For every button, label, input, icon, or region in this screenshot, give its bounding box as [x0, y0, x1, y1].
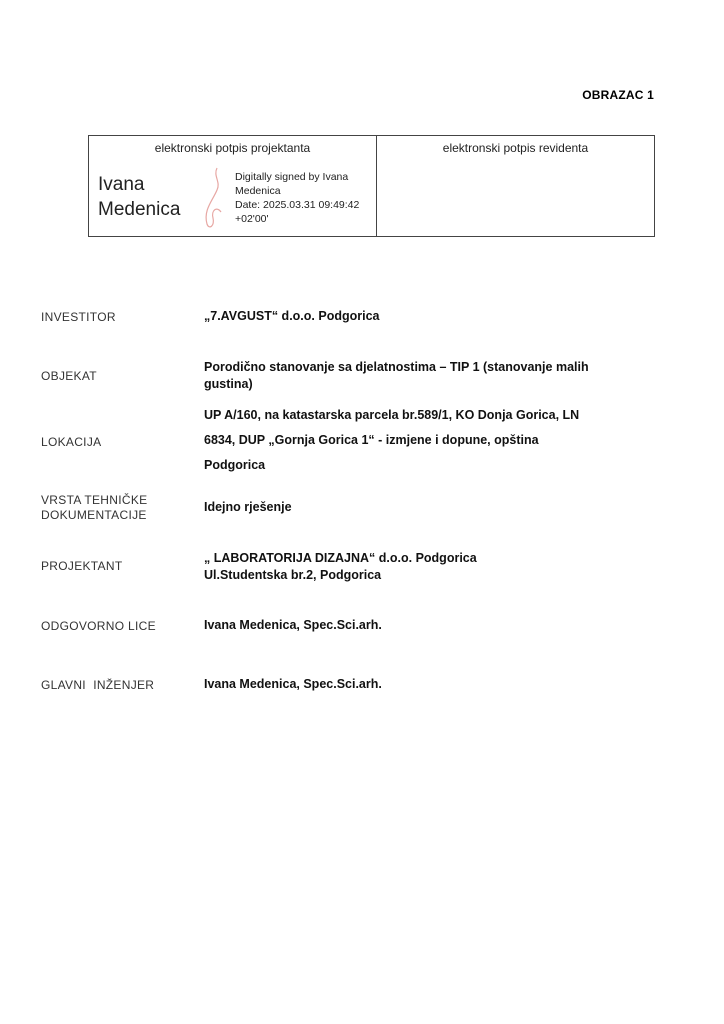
signature-detail-line: +02'00' [235, 213, 269, 225]
designer-value [204, 550, 634, 584]
chief-engineer-value: Ivana Medenica, Spec.Sci.arh. [204, 677, 382, 691]
signature-flourish-icon [191, 166, 241, 232]
chief-engineer-label: GLAVNI INŽENJER [41, 678, 155, 692]
responsible-person-value: Ivana Medenica, Spec.Sci.arh. [204, 618, 382, 632]
signature-detail-line: Date: 2025.03.31 09:49:42 [235, 199, 360, 211]
reviewer-signature-heading: elektronski potpis revidenta [442, 141, 589, 155]
object-value-line: gustina) [204, 377, 253, 391]
designer-signature-cell [89, 136, 377, 236]
reviewer-signature-cell [377, 136, 654, 236]
signature-table [88, 135, 655, 237]
signer-name-line2: Medenica [98, 199, 181, 220]
signer-name-line1: Ivana [98, 174, 145, 195]
responsible-person-label: ODGOVORNO LICE [41, 619, 156, 633]
designer-signature-heading: elektronski potpis projektanta [154, 141, 311, 155]
location-value-line: 6834, DUP „Gornja Gorica 1“ - izmjene i dopune, opština [204, 433, 539, 447]
designer-value-line: Ul.Studentska br.2, Podgorica [204, 568, 382, 582]
digital-signature-details [235, 170, 359, 226]
documentation-type-label-line: VRSTA TEHNIČKE [41, 493, 148, 507]
documentation-type-label-line: DOKUMENTACIJE [41, 508, 147, 522]
investor-value: „7.AVGUST“ d.o.o. Podgorica [204, 309, 380, 323]
designer-value-line: „ LABORATORIJA DIZAJNA“ d.o.o. Podgorica [204, 551, 477, 565]
form-number: OBRAZAC 1 [582, 88, 654, 102]
location-value-line: UP A/160, na katastarska parcela br.589/1, KO Donja Gorica, LN [204, 408, 580, 422]
object-value [204, 359, 634, 393]
designer-label: PROJEKTANT [41, 559, 123, 573]
signature-detail-line: Digitally signed by Ivana [235, 171, 349, 183]
location-value [204, 403, 634, 478]
object-value-line: Porodično stanovanje sa djelatnostima – TIP 1 (stanovanje malih [204, 360, 589, 374]
signer-name [98, 172, 180, 222]
documentation-type-value: Idejno rješenje [204, 500, 292, 514]
location-label: LOKACIJA [41, 435, 102, 449]
documentation-type-label [41, 493, 147, 523]
location-value-line: Podgorica [204, 458, 266, 472]
object-label: OBJEKAT [41, 369, 97, 383]
signature-detail-line: Medenica [235, 185, 281, 197]
investor-label: INVESTITOR [41, 310, 116, 324]
